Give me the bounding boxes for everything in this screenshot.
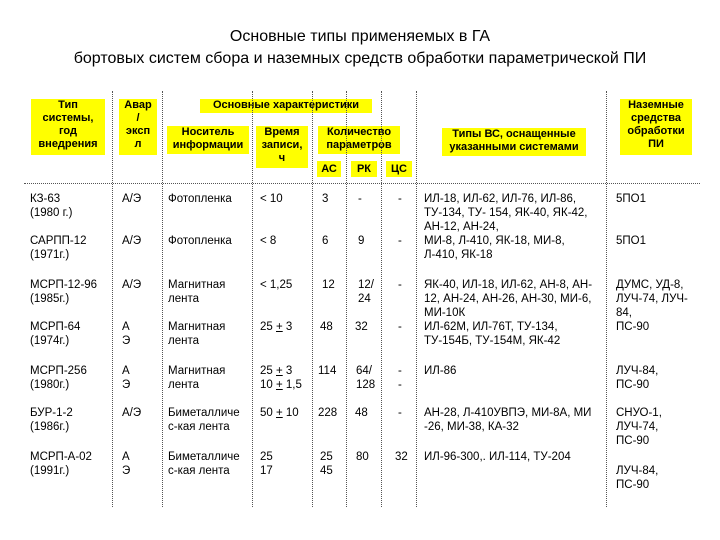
row-6-aircraft: АН-28, Л-410УВПЭ, МИ-8А, МИ -26, МИ-38, КА-32	[424, 407, 592, 433]
header-param-count-label: Количество параметров	[326, 126, 392, 151]
row-6-time-a: 50	[260, 407, 276, 419]
row-2-avar: А/Э	[122, 235, 142, 247]
row-7-ground: ЛУЧ-84, ПС-90	[616, 465, 659, 491]
header-time-label: Время записи, ч	[261, 126, 303, 164]
row-6-carrier: Биметалличе с-кая лента	[168, 407, 240, 433]
row-7-carrier: Биметалличе с-кая лента	[168, 451, 240, 477]
grid-line	[112, 91, 113, 507]
row-7-system: МСРП-А-02 (1991г.)	[30, 451, 92, 477]
header-aircraft-types	[442, 128, 586, 156]
row-2-aircraft: МИ-8, Л-410, ЯК-18, МИ-8, Л-410, ЯК-18	[424, 235, 565, 261]
row-4-time-pm: +	[276, 321, 283, 333]
row-6-rk: 48	[355, 407, 368, 419]
row-6-system: БУР-1-2 (1986г.)	[30, 407, 73, 433]
row-4-carrier: Магнитная лента	[168, 321, 226, 347]
row-1-rk: -	[358, 193, 362, 205]
header-carrier-label: Носитель информации	[172, 126, 244, 151]
row-1-aircraft: ИЛ-18, ИЛ-62, ИЛ-76, ИЛ-86, ТУ-134, ТУ- 154, ЯК-40, ЯК-42, АН-12, АН-24,	[424, 193, 588, 233]
header-ac-label: АС	[321, 163, 337, 175]
row-3-ac: 12	[322, 279, 335, 291]
row-4-ac: 48	[320, 321, 333, 333]
row-4-aircraft: ИЛ-62М, ИЛ-76Т, ТУ-134, ТУ-154Б, ТУ-154М, ЯК-42	[424, 321, 561, 347]
header-ac	[317, 161, 341, 177]
row-6-ground: СНУО-1, ЛУЧ-74, ПС-90	[616, 407, 662, 447]
header-cs-label: ЦС	[391, 163, 407, 175]
title-line-1: Основные типы применяемых в ГА	[229, 28, 491, 45]
grid-line	[24, 183, 700, 184]
header-ground-means	[620, 99, 692, 155]
row-5-ac: 114	[318, 365, 337, 377]
header-rk-label: РК	[356, 163, 372, 175]
header-carrier	[167, 126, 249, 154]
row-4-time	[260, 320, 292, 334]
grid-line	[312, 91, 313, 507]
row-4-cs: -	[398, 321, 402, 333]
row-4-avar: А Э	[122, 321, 131, 347]
header-main-label: Основные характеристики	[212, 99, 360, 111]
row-4-system: МСРП-64 (1974г.)	[30, 321, 81, 347]
row-1-carrier: Фотопленка	[168, 193, 232, 205]
header-ground-label: Наземные средства обработки ПИ	[627, 99, 685, 150]
row-5-rk: 64/ 128	[356, 365, 376, 391]
row-6-time	[260, 406, 299, 420]
row-6-time-pm: +	[276, 407, 283, 419]
row-2-cs: -	[398, 235, 402, 247]
row-1-cs: -	[398, 193, 402, 205]
grid-line	[346, 91, 347, 507]
row-3-avar: А/Э	[122, 279, 142, 291]
header-avar	[119, 99, 157, 155]
row-5-system: МСРП-256 (1980г.)	[30, 365, 87, 391]
row-4-time-b: 3	[282, 321, 293, 333]
header-system-type	[31, 99, 105, 155]
grid-line	[381, 91, 382, 507]
row-7-cs: 32	[395, 451, 408, 463]
grid-line	[606, 91, 607, 507]
header-rk	[351, 161, 377, 177]
header-time	[256, 126, 308, 168]
row-7-avar: А Э	[122, 451, 131, 477]
row-6-cs: -	[398, 407, 402, 419]
grid-line	[162, 91, 163, 507]
row-5-time-a: 25	[260, 365, 276, 377]
row-3-aircraft: ЯК-40, ИЛ-18, ИЛ-62, АН-8, АН- 12, АН-24, АН-26, АН-30, МИ-6, МИ-10К	[424, 279, 593, 319]
row-3-system: МСРП-12-96 (1985г.)	[30, 279, 98, 305]
row-2-ac: 6	[322, 235, 329, 247]
header-cs	[386, 161, 412, 177]
row-5-time	[260, 364, 302, 392]
row-6-time-b: 10	[282, 407, 299, 419]
grid-line	[416, 91, 417, 507]
row-3-time: < 1,25	[260, 279, 293, 291]
row-5-time-line-1	[260, 364, 302, 378]
row-7-time: 25 17	[260, 451, 273, 477]
row-7-ac: 25 45	[320, 451, 333, 477]
row-3-cs: -	[398, 279, 402, 291]
row-7-aircraft: ИЛ-96-300,. ИЛ-114, ТУ-204	[424, 451, 571, 463]
page-title	[0, 26, 720, 70]
row-5-time-pm: +	[276, 365, 283, 377]
row-3-ground: ДУМС, УД-8, ЛУЧ-74, ЛУЧ- 84,	[616, 279, 688, 319]
row-5-cs: - -	[398, 365, 402, 391]
row-1-ground: 5ПО1	[616, 193, 647, 205]
grid-line	[252, 91, 253, 507]
row-1-ac: 3	[322, 193, 329, 205]
row-4-ground: ПС-90	[616, 321, 650, 333]
row-3-rk: 12/ 24	[358, 279, 374, 305]
row-5-time2-a: 10	[260, 379, 276, 391]
row-2-time: < 8	[260, 235, 277, 247]
row-1-system: КЗ-63 (1980 г.)	[30, 193, 73, 219]
row-6-ac: 228	[318, 407, 338, 419]
row-4-time-a: 25	[260, 321, 276, 333]
row-5-ground: ЛУЧ-84, ПС-90	[616, 365, 659, 391]
header-param-count	[318, 126, 400, 154]
row-5-carrier: Магнитная лента	[168, 365, 226, 391]
header-aircraft-label: Типы ВС, оснащенные указанными системами	[449, 128, 579, 153]
row-5-time2-b: 1,5	[282, 379, 302, 391]
row-3-carrier: Магнитная лента	[168, 279, 226, 305]
row-2-ground: 5ПО1	[616, 235, 647, 247]
row-2-system: САРПП-12 (1971г.)	[30, 235, 87, 261]
row-1-avar: А/Э	[122, 193, 142, 205]
header-system-type-label: Тип системы, год внедрения	[38, 99, 98, 150]
row-5-time-b: 3	[282, 365, 293, 377]
header-avar-label: Авар / эксп л	[124, 99, 152, 150]
row-2-rk: 9	[358, 235, 365, 247]
row-4-rk: 32	[355, 321, 368, 333]
row-5-time2-pm: +	[276, 379, 283, 391]
title-line-2: бортовых систем сбора и наземных средств обработки параметрической ПИ	[73, 50, 647, 67]
row-5-aircraft: ИЛ-86	[424, 365, 457, 377]
row-5-time-line-2	[260, 378, 302, 392]
row-2-carrier: Фотопленка	[168, 235, 232, 247]
row-6-avar: А/Э	[122, 407, 142, 419]
row-5-avar: А Э	[122, 365, 131, 391]
row-7-rk: 80	[356, 451, 369, 463]
row-1-time: < 10	[260, 193, 283, 205]
